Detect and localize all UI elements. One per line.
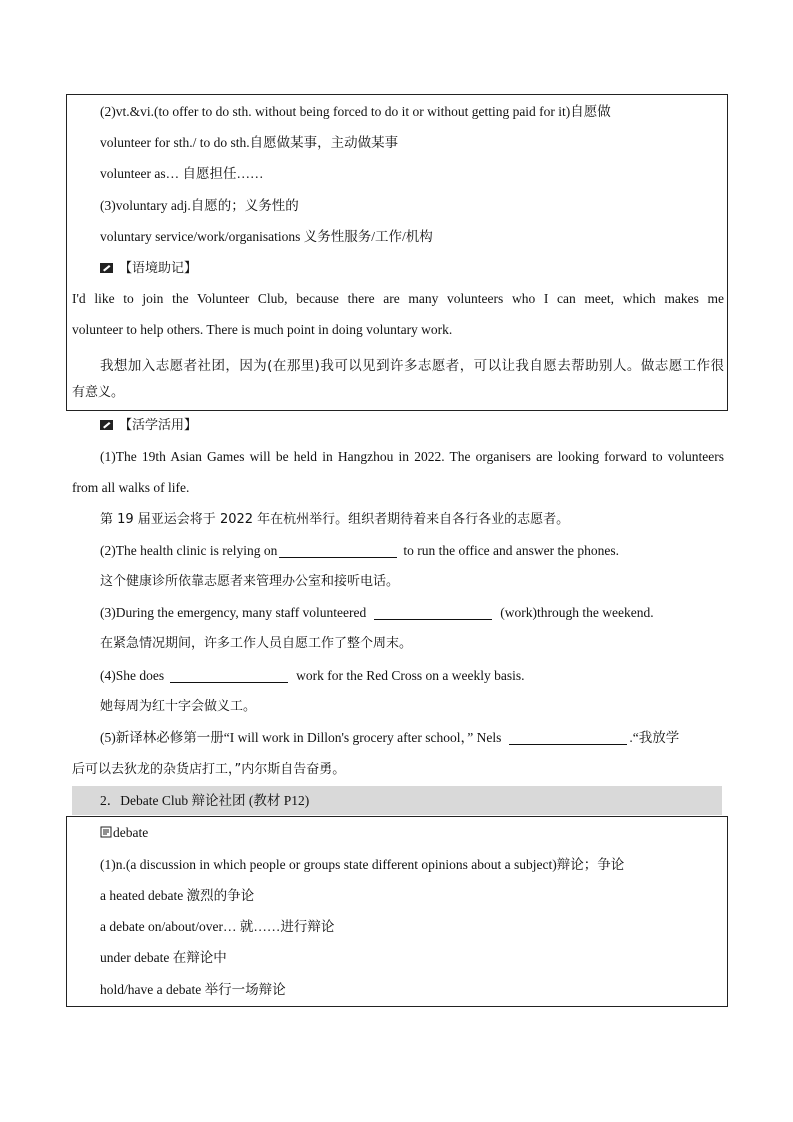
q2-english xyxy=(100,543,619,559)
debate-def-noun: (1)n.(a discussion in which people or groups state different opinions about a subject)辩论；争论 xyxy=(100,857,625,872)
q2-text-b: to run the office and answer the phones. xyxy=(403,543,620,558)
memo-heading xyxy=(100,260,197,277)
q2-chinese: 这个健康诊所依靠志愿者来管理办公室和接听电话。 xyxy=(100,574,400,589)
volunteer-phrase-for: volunteer for sth./ to do sth.自愿做某事，主动做某事 xyxy=(100,135,399,150)
q4-chinese: 她每周为红十字会做义工。 xyxy=(100,699,257,714)
memo-english-line1: I'd like to join the Volunteer Club, because there are many volunteers who I can meet, which makes me xyxy=(72,291,724,306)
memo-chinese-line2: 有意义。 xyxy=(72,385,125,400)
debate-headword xyxy=(100,825,148,841)
q3-english xyxy=(100,605,654,621)
memo-chinese-line1: 我想加入志愿者社团，因为(在那里)我可以见到许多志愿者，可以让我自愿去帮助别人。做志愿工作很 xyxy=(100,358,724,374)
pencil-note-icon xyxy=(100,420,113,430)
volunteer-def-verb: (2)vt.&vi.(to offer to do sth. without being forced to do it or without getting paid for it)自愿做 xyxy=(100,104,611,119)
debate-phrase-under: under debate 在辩论中 xyxy=(100,950,227,965)
q5-text-a: (5)新译林必修第一册“I will work in Dillon's grocery after school，” Nels xyxy=(100,730,502,745)
practice-heading xyxy=(100,417,197,434)
pencil-note-icon xyxy=(100,263,113,273)
practice-title: 【活学活用】 xyxy=(119,418,198,433)
debate-phrase-on: a debate on/about/over… 就……进行辩论 xyxy=(100,919,335,934)
debate-word: debate xyxy=(113,825,149,840)
q1-chinese: 第 19 届亚运会将于 2022 年在杭州举行。组织者期待着来自各行各业的志愿者。 xyxy=(100,512,570,527)
q1-english-line2: from all walks of life. xyxy=(72,480,190,495)
q5-chinese: 后可以去狄龙的杂货店打工，”内尔斯自告奋勇。 xyxy=(72,762,346,777)
q2-answer-blank[interactable] xyxy=(279,544,397,558)
definition-box-debate xyxy=(66,816,728,1007)
q3-chinese: 在紧急情况期间，许多工作人员自愿工作了整个周末。 xyxy=(100,636,413,651)
memo-title: 【语境助记】 xyxy=(119,261,198,276)
volunteer-phrase-as: volunteer as… 自愿担任…… xyxy=(100,166,264,181)
q3-text-a: (3)During the emergency, many staff volunteered xyxy=(100,605,367,620)
q4-text-a: (4)She does xyxy=(100,668,165,683)
memo-english-line2: volunteer to help others. There is much point in doing voluntary work. xyxy=(72,322,453,337)
q5-text-b: .“我放学 xyxy=(629,730,680,745)
q3-answer-blank[interactable] xyxy=(374,606,492,620)
voluntary-def: (3)voluntary adj.自愿的；义务性的 xyxy=(100,198,299,213)
q1-english-line1: (1)The 19th Asian Games will be held in Hangzhou in 2022. The organisers are looking forward to volunteers xyxy=(100,449,724,464)
q4-text-b: work for the Red Cross on a weekly basis. xyxy=(296,668,525,683)
section-2-title: 2．Debate Club 辩论社团 (教材 P12) xyxy=(100,793,310,808)
debate-phrase-hold: hold/have a debate 举行一场辩论 xyxy=(100,982,286,997)
q5-answer-blank[interactable] xyxy=(509,731,627,745)
q2-text-a: (2)The health clinic is relying on xyxy=(100,543,278,558)
q4-english xyxy=(100,668,524,684)
voluntary-phrase: voluntary service/work/organisations 义务性服务/工作/机构 xyxy=(100,229,433,244)
word-marker-icon xyxy=(100,826,112,838)
q5-english xyxy=(100,730,679,746)
q3-text-b: (work)through the weekend. xyxy=(500,605,654,620)
q4-answer-blank[interactable] xyxy=(170,669,288,683)
debate-phrase-heated: a heated debate 激烈的争论 xyxy=(100,888,255,903)
